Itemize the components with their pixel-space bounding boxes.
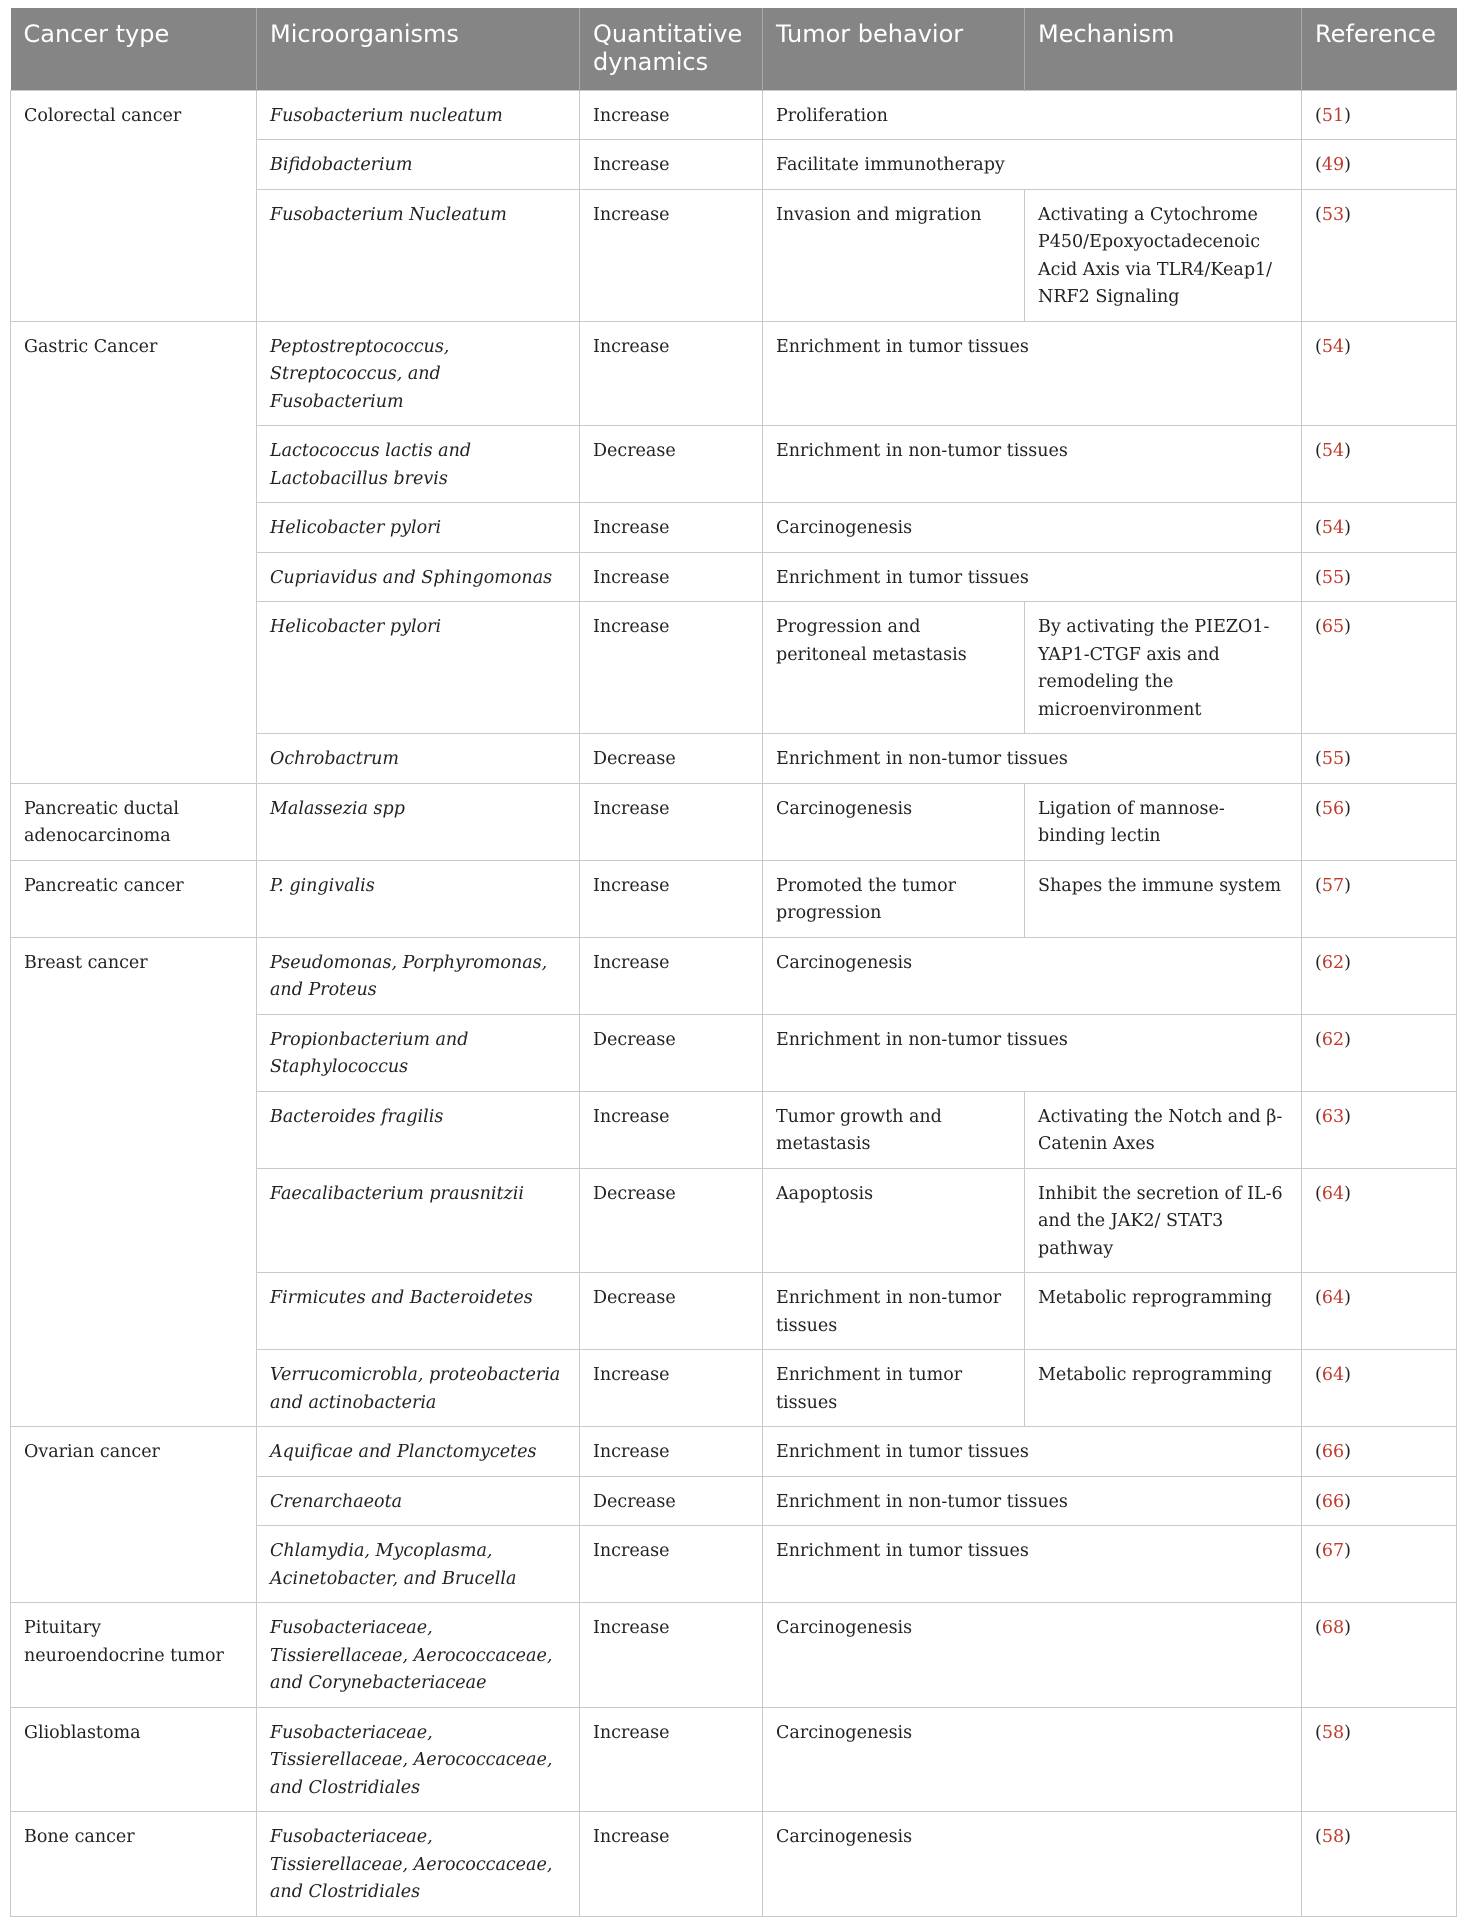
reference-link[interactable]: 66 bbox=[1321, 1442, 1345, 1462]
reference-link[interactable]: 53 bbox=[1321, 204, 1345, 225]
header-microorganisms: Microorganisms bbox=[257, 8, 580, 90]
dynamics-cell: Increase bbox=[580, 189, 763, 321]
reference-link[interactable]: 64 bbox=[1321, 1183, 1345, 1204]
reference-link[interactable]: 54 bbox=[1321, 518, 1345, 538]
table-row bbox=[11, 1707, 1457, 1812]
dynamics-cell: Increase bbox=[580, 1526, 763, 1603]
header-reference: Reference bbox=[1302, 8, 1457, 90]
tumor-behavior-cell: Carcinogenesis bbox=[763, 1707, 1302, 1812]
dynamics-cell: Increase bbox=[580, 1707, 763, 1812]
microorganisms-cell: P. gingivalis bbox=[257, 860, 580, 937]
table-row bbox=[11, 1812, 1457, 1917]
dynamics-cell: Increase bbox=[580, 90, 763, 140]
reference-link[interactable]: 54 bbox=[1321, 336, 1345, 357]
mechanism-cell: Ligation of mannose-binding lectin bbox=[1025, 783, 1302, 860]
reference-cell: (63) bbox=[1302, 1091, 1457, 1168]
microorganisms-cell: Fusobacteriaceae, Tissierellaceae, Aerococcaceae, and Clostridiales bbox=[257, 1707, 580, 1812]
tumor-behavior-cell: Carcinogenesis bbox=[763, 1603, 1302, 1708]
tumor-behavior-cell: Enrichment in non-tumor tissues bbox=[763, 426, 1302, 503]
tumor-behavior-cell: Proliferation bbox=[763, 90, 1302, 140]
cancer-type-cell: Glioblastoma bbox=[11, 1707, 257, 1812]
microorganisms-cell: Helicobacter pylori bbox=[257, 602, 580, 734]
tumor-behavior-cell: Enrichment in tumor tissues bbox=[763, 321, 1302, 426]
mechanism-cell: Activating a Cytochrome P450/Epoxyoctadecenoic Acid Axis via TLR4/Keap1/ NRF2 Signaling bbox=[1025, 189, 1302, 321]
reference-cell: (64) bbox=[1302, 1168, 1457, 1273]
dynamics-cell: Increase bbox=[580, 937, 763, 1014]
tumor-behavior-cell: Enrichment in non-tumor tissues bbox=[763, 1476, 1302, 1526]
reference-link[interactable]: 57 bbox=[1321, 875, 1345, 896]
table-row bbox=[11, 937, 1457, 1014]
reference-cell: (67) bbox=[1302, 1526, 1457, 1603]
reference-link[interactable]: 51 bbox=[1321, 105, 1345, 126]
reference-cell: (49) bbox=[1302, 140, 1457, 190]
dynamics-cell: Increase bbox=[580, 1091, 763, 1168]
dynamics-cell: Decrease bbox=[580, 1273, 763, 1350]
reference-cell: (64) bbox=[1302, 1350, 1457, 1427]
microorganisms-cell: Verrucomicrobla, proteobacteria and actinobacteria bbox=[257, 1350, 580, 1427]
microorganisms-cell: Malassezia spp bbox=[257, 783, 580, 860]
reference-cell: (58) bbox=[1302, 1812, 1457, 1917]
reference-cell: (54) bbox=[1302, 426, 1457, 503]
cancer-type-cell: Ovarian cancer bbox=[11, 1427, 257, 1603]
reference-link[interactable]: 55 bbox=[1321, 567, 1345, 588]
microorganisms-cell: Pseudomonas, Porphyromonas, and Proteus bbox=[257, 937, 580, 1014]
tumor-behavior-cell: Carcinogenesis bbox=[763, 1812, 1302, 1917]
mechanism-cell: Shapes the immune system bbox=[1025, 860, 1302, 937]
microorganisms-cell: Fusobacteriaceae, Tissierellaceae, Aerococcaceae, and Corynebacteriaceae bbox=[257, 1603, 580, 1708]
microorganisms-cell: Crenarchaeota bbox=[257, 1476, 580, 1526]
dynamics-cell: Decrease bbox=[580, 1014, 763, 1091]
dynamics-cell: Increase bbox=[580, 860, 763, 937]
reference-cell: (66) bbox=[1302, 1476, 1457, 1526]
reference-link[interactable]: 65 bbox=[1321, 617, 1345, 637]
reference-link[interactable]: 66 bbox=[1321, 1491, 1345, 1512]
reference-link[interactable]: 63 bbox=[1321, 1106, 1345, 1127]
dynamics-cell: Decrease bbox=[580, 1168, 763, 1273]
dynamics-cell: Decrease bbox=[580, 734, 763, 784]
dynamics-cell: Decrease bbox=[580, 1476, 763, 1526]
reference-link[interactable]: 49 bbox=[1321, 155, 1345, 175]
tumor-behavior-cell: Invasion and migration bbox=[763, 189, 1025, 321]
cancer-type-cell: Pancreatic cancer bbox=[11, 860, 257, 937]
dynamics-cell: Increase bbox=[580, 1603, 763, 1708]
tumor-behavior-cell: Carcinogenesis bbox=[763, 783, 1025, 860]
reference-cell: (54) bbox=[1302, 503, 1457, 553]
microorganisms-cell: Bacteroides fragilis bbox=[257, 1091, 580, 1168]
dynamics-cell: Increase bbox=[580, 503, 763, 553]
reference-link[interactable]: 54 bbox=[1321, 441, 1345, 461]
tumor-behavior-cell: Carcinogenesis bbox=[763, 503, 1302, 553]
reference-link[interactable]: 58 bbox=[1321, 1827, 1345, 1847]
cancer-type-cell: Gastric Cancer bbox=[11, 321, 257, 783]
reference-link[interactable]: 67 bbox=[1321, 1541, 1345, 1561]
dynamics-cell: Increase bbox=[580, 1350, 763, 1427]
dynamics-cell: Increase bbox=[580, 321, 763, 426]
microorganisms-cell: Ochrobactrum bbox=[257, 734, 580, 784]
reference-cell: (53) bbox=[1302, 189, 1457, 321]
dynamics-cell: Increase bbox=[580, 552, 763, 602]
microorganisms-cell: Cupriavidus and Sphingomonas bbox=[257, 552, 580, 602]
tumor-behavior-cell: Enrichment in non-tumor tissues bbox=[763, 1014, 1302, 1091]
tumor-behavior-cell: Enrichment in tumor tissues bbox=[763, 552, 1302, 602]
reference-cell: (66) bbox=[1302, 1427, 1457, 1477]
table-row bbox=[11, 1603, 1457, 1708]
mechanism-cell: By activating the PIEZO1-YAP1-CTGF axis and remodeling the microenvironment bbox=[1025, 602, 1302, 734]
cancer-type-cell: Colorectal cancer bbox=[11, 90, 257, 321]
reference-cell: (57) bbox=[1302, 860, 1457, 937]
reference-link[interactable]: 64 bbox=[1321, 1365, 1345, 1385]
table-row bbox=[11, 860, 1457, 937]
reference-link[interactable]: 64 bbox=[1321, 1288, 1345, 1308]
reference-cell: (55) bbox=[1302, 552, 1457, 602]
microorganisms-cell: Bifidobacterium bbox=[257, 140, 580, 190]
tumor-behavior-cell: Facilitate immunotherapy bbox=[763, 140, 1302, 190]
microorganisms-cell: Fusobacteriaceae, Tissierellaceae, Aerococcaceae, and Clostridiales bbox=[257, 1812, 580, 1917]
dynamics-cell: Increase bbox=[580, 1427, 763, 1477]
cancer-type-cell: Pancreatic ductal adenocarcinoma bbox=[11, 783, 257, 860]
tumor-behavior-cell: Enrichment in tumor tissues bbox=[763, 1350, 1025, 1427]
microorganisms-cell: Chlamydia, Mycoplasma, Acinetobacter, and Brucella bbox=[257, 1526, 580, 1603]
reference-cell: (64) bbox=[1302, 1273, 1457, 1350]
tumor-behavior-cell: Enrichment in non-tumor tissues bbox=[763, 734, 1302, 784]
table-row bbox=[11, 783, 1457, 860]
dynamics-cell: Increase bbox=[580, 602, 763, 734]
mechanism-cell: Activating the Notch and β-Catenin Axes bbox=[1025, 1091, 1302, 1168]
reference-cell: (62) bbox=[1302, 937, 1457, 1014]
microorganisms-cell: Faecalibacterium prausnitzii bbox=[257, 1168, 580, 1273]
mechanism-cell: Metabolic reprogramming bbox=[1025, 1273, 1302, 1350]
reference-link[interactable]: 68 bbox=[1321, 1618, 1345, 1638]
reference-cell: (54) bbox=[1302, 321, 1457, 426]
microorganisms-cell: Fusobacterium Nucleatum bbox=[257, 189, 580, 321]
dynamics-cell: Increase bbox=[580, 783, 763, 860]
cancer-type-cell: Bone cancer bbox=[11, 1812, 257, 1917]
dynamics-cell: Increase bbox=[580, 1812, 763, 1917]
microorganisms-cell: Propionbacterium and Staphylococcus bbox=[257, 1014, 580, 1091]
reference-link[interactable]: 56 bbox=[1321, 798, 1345, 819]
table-row bbox=[11, 1427, 1457, 1477]
microorganisms-cell: Peptostreptococcus, Streptococcus, and Fusobacterium bbox=[257, 321, 580, 426]
reference-cell: (65) bbox=[1302, 602, 1457, 734]
microorganisms-cell: Helicobacter pylori bbox=[257, 503, 580, 553]
tumor-behavior-cell: Tumor growth and metastasis bbox=[763, 1091, 1025, 1168]
tumor-behavior-cell: Enrichment in non-tumor tissues bbox=[763, 1273, 1025, 1350]
tumor-behavior-cell: Aapoptosis bbox=[763, 1168, 1025, 1273]
header-cancer-type: Cancer type bbox=[11, 8, 257, 90]
reference-link[interactable]: 62 bbox=[1321, 1029, 1345, 1050]
reference-cell: (68) bbox=[1302, 1603, 1457, 1708]
microorganisms-cell: Aquificae and Planctomycetes bbox=[257, 1427, 580, 1477]
dynamics-cell: Decrease bbox=[580, 426, 763, 503]
reference-cell: (51) bbox=[1302, 90, 1457, 140]
reference-link[interactable]: 55 bbox=[1321, 749, 1345, 769]
header-quantitative-dynamics: Quantitative dynamics bbox=[580, 8, 763, 90]
tumor-behavior-cell: Progression and peritoneal metastasis bbox=[763, 602, 1025, 734]
reference-cell: (56) bbox=[1302, 783, 1457, 860]
reference-link[interactable]: 62 bbox=[1321, 952, 1345, 973]
tumor-behavior-cell: Promoted the tumor progression bbox=[763, 860, 1025, 937]
mechanism-cell: Inhibit the secretion of IL-6 and the JAK2/ STAT3 pathway bbox=[1025, 1168, 1302, 1273]
reference-link[interactable]: 58 bbox=[1321, 1722, 1345, 1743]
cancer-type-cell: Pituitary neuroendocrine tumor bbox=[11, 1603, 257, 1708]
header-mechanism: Mechanism bbox=[1025, 8, 1302, 90]
reference-cell: (62) bbox=[1302, 1014, 1457, 1091]
tumor-behavior-cell: Enrichment in tumor tissues bbox=[763, 1526, 1302, 1603]
microbiome-cancer-table bbox=[10, 8, 1457, 1917]
reference-cell: (55) bbox=[1302, 734, 1457, 784]
reference-cell: (58) bbox=[1302, 1707, 1457, 1812]
header-row bbox=[11, 8, 1457, 90]
microorganisms-cell: Fusobacterium nucleatum bbox=[257, 90, 580, 140]
dynamics-cell: Increase bbox=[580, 140, 763, 190]
cancer-type-cell: Breast cancer bbox=[11, 937, 257, 1427]
microorganisms-cell: Firmicutes and Bacteroidetes bbox=[257, 1273, 580, 1350]
header-tumor-behavior: Tumor behavior bbox=[763, 8, 1025, 90]
tumor-behavior-cell: Carcinogenesis bbox=[763, 937, 1302, 1014]
mechanism-cell: Metabolic reprogramming bbox=[1025, 1350, 1302, 1427]
microorganisms-cell: Lactococcus lactis and Lactobacillus brevis bbox=[257, 426, 580, 503]
table-row bbox=[11, 90, 1457, 140]
tumor-behavior-cell: Enrichment in tumor tissues bbox=[763, 1427, 1302, 1477]
table-row bbox=[11, 321, 1457, 426]
